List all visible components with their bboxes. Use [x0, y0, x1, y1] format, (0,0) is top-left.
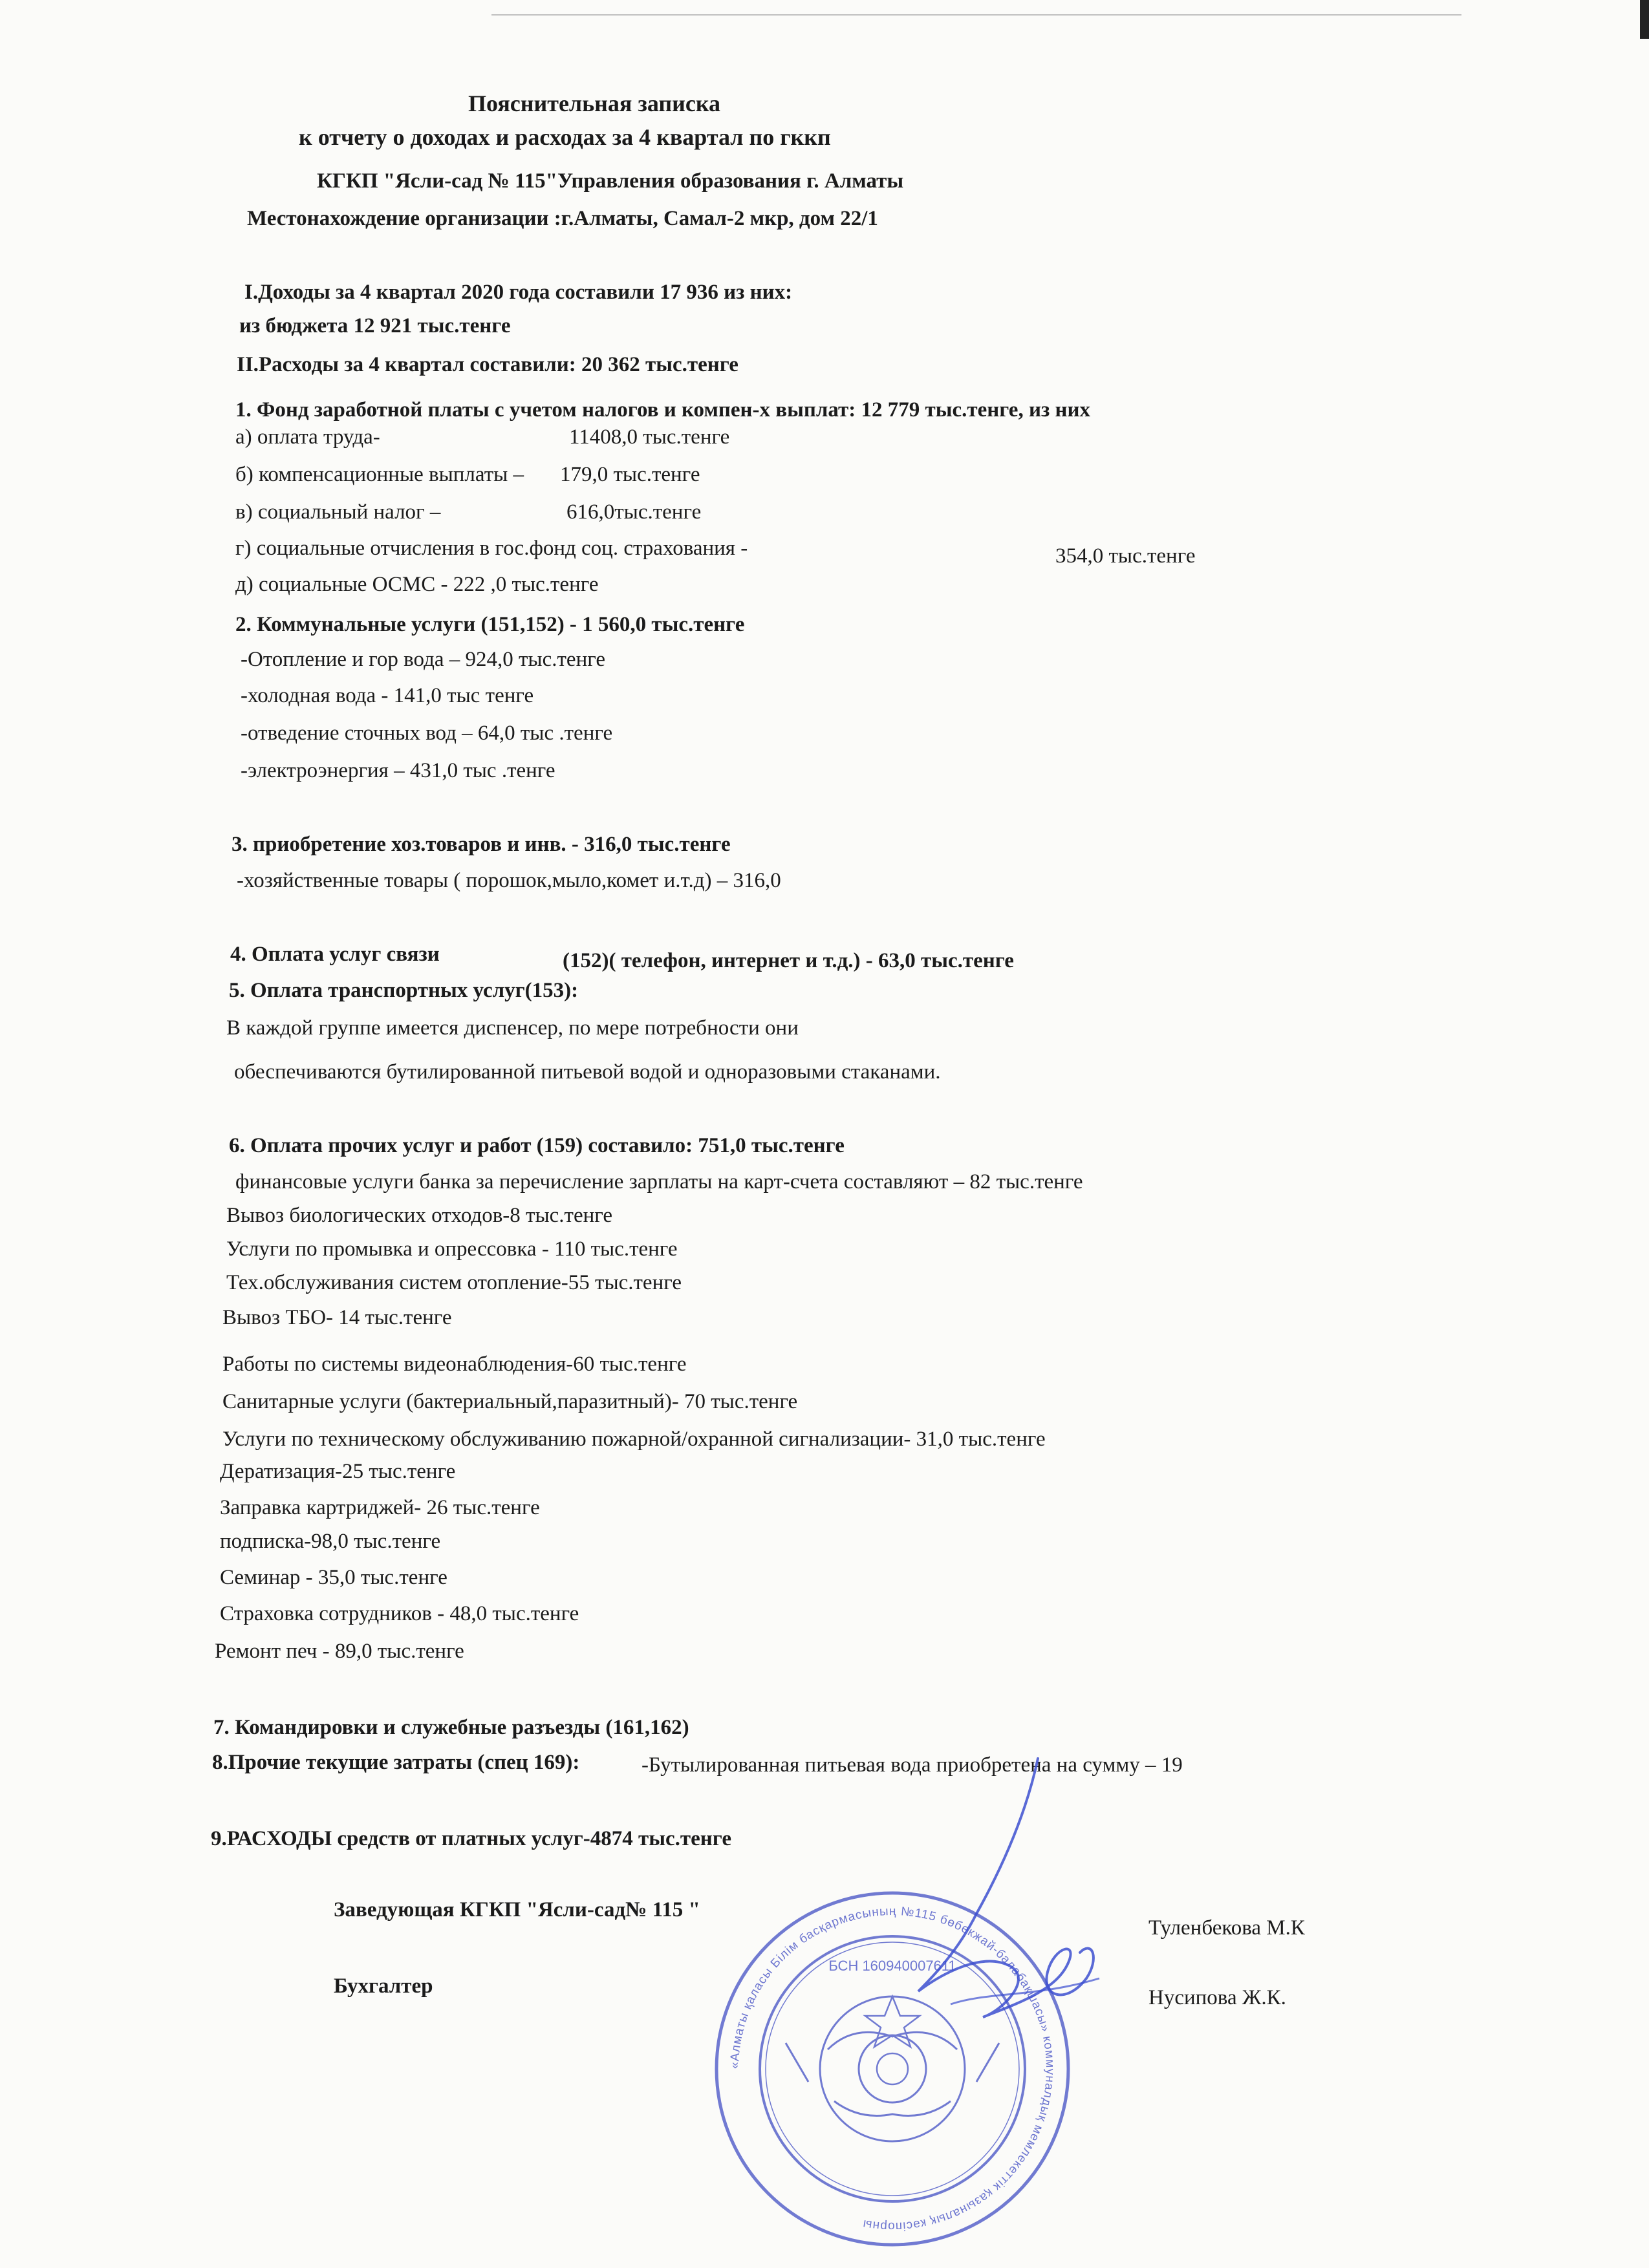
section6-item: финансовые услуги банка за перечисление зарплаты на карт-счета составляют – 82 тыс.тенге	[235, 1170, 1083, 1193]
section2-item: -холодная вода - 141,0 тыс тенге	[241, 684, 534, 707]
section6-item: Санитарные услуги (бактериальный,паразитный)- 70 тыс.тенге	[222, 1390, 798, 1413]
doc-location: Местонахождение организации :г.Алматы, Самал-2 мкр, дом 22/1	[247, 207, 878, 230]
section6-item: Заправка картриджей- 26 тыс.тенге	[220, 1496, 540, 1519]
section6-item: Семинар - 35,0 тыс.тенге	[220, 1566, 447, 1589]
section3-item: -хозяйственные товары ( порошок,мыло,комет и.т.д) – 316,0	[237, 869, 781, 892]
section1-title: 1. Фонд заработной платы с учетом налогов и компен-х выплат: 12 779 тыс.тенге, из них	[235, 398, 1090, 422]
section8-title: 8.Прочие текущие затраты (спец 169):	[212, 1751, 580, 1774]
section1-e: д) социальные ОСМС - 222 ,0 тыс.тенге	[235, 573, 599, 596]
stamp-ring-text: «Алматы қаласы Білім басқармасының №115 бөбекжай-балабақшасы» коммуналдық мемлекеттік қазыналық кәсіпорны	[727, 1904, 1057, 2234]
section6-item: Услуги по промывка и опрессовка - 110 тыс.тенге	[226, 1237, 678, 1261]
stamp-bin: БСН 160940007611	[828, 1958, 956, 1974]
section3-title: 3. приобретение хоз.товаров и инв. - 316,0 тыс.тенге	[232, 833, 731, 856]
signature-head-name: Туленбекова М.К	[1148, 1916, 1305, 1940]
section7-title: 7. Командировки и служебные разъезды (161,162)	[213, 1716, 689, 1739]
section5-title: 5. Оплата транспортных услуг(153):	[229, 979, 579, 1002]
income-line-1: I.Доходы за 4 квартал 2020 года составили 17 936 из них:	[244, 281, 793, 304]
section1-b-value: 179,0 тыс.тенге	[560, 463, 700, 486]
expenses-header: II.Расходы за 4 квартал составили: 20 362 тыс.тенге	[237, 353, 738, 376]
section6-title: 6. Оплата прочих услуг и работ (159) составило: 751,0 тыс.тенге	[229, 1134, 845, 1157]
handwritten-signature	[905, 1746, 1125, 2082]
section6-item: Страховка сотрудников - 48,0 тыс.тенге	[220, 1602, 579, 1625]
section6-item: Дератизация-25 тыс.тенге	[220, 1460, 456, 1483]
section5-line-1: В каждой группе имеется диспенсер, по мере потребности они	[226, 1016, 799, 1040]
section6-item: подписка-98,0 тыс.тенге	[220, 1530, 441, 1553]
signature-head-label: Заведующая КГКП "Ясли-сад№ 115 "	[334, 1898, 700, 1921]
section9-title: 9.РАСХОДЫ средств от платных услуг-4874 тыс.тенге	[211, 1827, 731, 1850]
doc-org: КГКП "Ясли-сад № 115"Управления образования г. Алматы	[317, 169, 904, 193]
section4-title-a: 4. Оплата услуг связи	[230, 943, 440, 966]
section5-line-2: обеспечиваются бутилированной питьевой водой и одноразовыми стаканами.	[234, 1060, 941, 1084]
signature-accountant-label: Бухгалтер	[334, 1974, 433, 1998]
section6-item: Ремонт печ - 89,0 тыс.тенге	[215, 1640, 464, 1663]
section1-c-value: 616,0тыс.тенге	[566, 500, 702, 524]
section1-a-label: а) оплата труда-	[235, 425, 380, 449]
scan-top-line	[491, 14, 1461, 16]
section6-item: Работы по системы видеонаблюдения-60 тыс.тенге	[222, 1353, 687, 1376]
section6-item: Тех.обслуживания систем отопление-55 тыс.тенге	[226, 1271, 682, 1294]
signature-accountant-name: Нусипова Ж.К.	[1148, 1986, 1286, 2009]
section1-d-label: г) социальные отчисления в гос.фонд соц. страхования -	[235, 537, 748, 560]
section2-title: 2. Коммунальные услуги (151,152) - 1 560,0 тыс.тенге	[235, 613, 745, 636]
section2-item: -отведение сточных вод – 64,0 тыс .тенге	[241, 722, 613, 745]
section1-d-value: 354,0 тыс.тенге	[1055, 544, 1196, 568]
doc-title: Пояснительная записка	[468, 91, 721, 116]
section8-text: -Бутылированная питьевая вода приобретена на сумму – 19	[641, 1753, 1183, 1777]
section6-item: Вывоз биологических отходов-8 тыс.тенге	[226, 1204, 613, 1227]
section2-item: -электроэнергия – 431,0 тыс .тенге	[241, 759, 555, 782]
section4-title-b: (152)( телефон, интернет и т.д.) - 63,0 тыс.тенге	[563, 949, 1014, 972]
section6-item: Услуги по техническому обслуживанию пожарной/охранной сигнализации- 31,0 тыс.тенге	[222, 1428, 1046, 1451]
section1-a-value: 11408,0 тыс.тенге	[569, 425, 730, 449]
section1-c-label: в) социальный налог –	[235, 500, 441, 524]
section6-item: Вывоз ТБО- 14 тыс.тенге	[222, 1306, 452, 1329]
section1-b-label: б) компенсационные выплаты –	[235, 463, 524, 486]
income-line-2: из бюджета 12 921 тыс.тенге	[239, 314, 511, 337]
scan-right-edge	[1640, 0, 1649, 39]
section2-item: -Отопление и гор вода – 924,0 тыс.тенге	[241, 648, 605, 671]
doc-subtitle: к отчету о доходах и расходах за 4 квартал по гккп	[299, 124, 831, 150]
